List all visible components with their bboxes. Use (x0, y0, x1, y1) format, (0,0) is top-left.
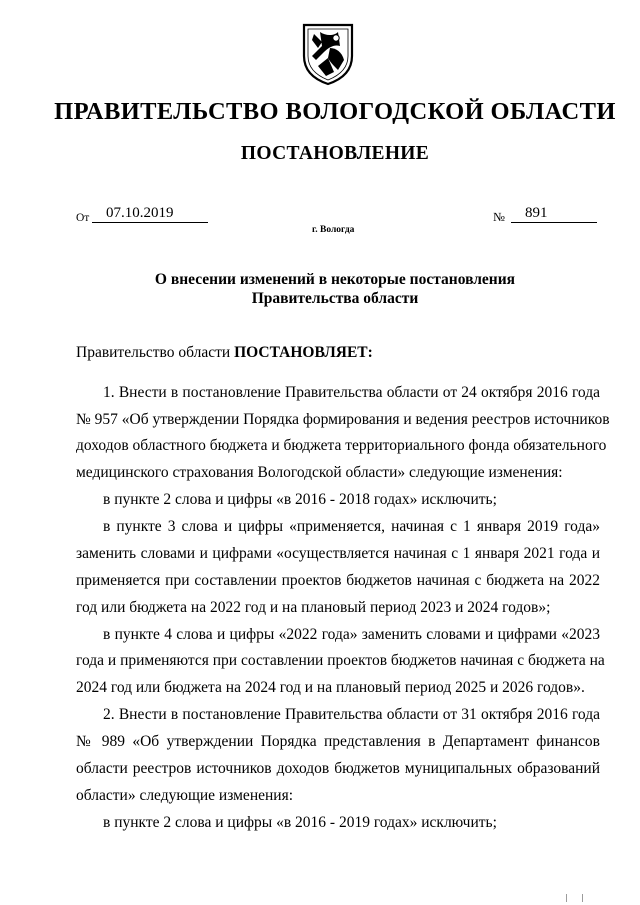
paragraph-line: в пункте 3 слова и цифры «применяется, начиная с 1 января 2019 года» (103, 518, 600, 535)
subject-line: Правительства области (251, 290, 419, 307)
paragraph-line: 2024 год или бюджета на 2024 год и на плановый период 2025 и 2026 годов». (76, 679, 585, 696)
paragraph-line: № 957 «Об утверждении Порядка формирования и ведения реестров источников (76, 411, 610, 428)
paragraph-line: в пункте 2 слова и цифры «в 2016 - 2018 годах» исключить; (103, 491, 497, 508)
government-title: ПРАВИТЕЛЬСТВО ВОЛОГОДСКОЙ ОБЛАСТИ (54, 98, 616, 125)
city-label: г. Вологда (312, 225, 355, 235)
paragraph-line: медицинского страхования Вологодской области» следующие изменения: (76, 464, 563, 481)
number-label: № (493, 210, 505, 224)
paragraph-line: 1. Внести в постановление Правительства области от 24 октября 2016 года (103, 384, 600, 401)
preamble-text: Правительство области (76, 344, 235, 361)
document-subject (0, 270, 640, 308)
document-date: 07.10.2019 (92, 205, 208, 223)
paragraph-line: 2. Внести в постановление Правительства области от 31 октября 2016 года (103, 706, 600, 723)
paragraph-line: доходов областного бюджета и бюджета территориального фонда обязательного (76, 437, 607, 454)
subject-line: О внесении изменений в некоторые постановления (154, 271, 516, 288)
paragraph-line: год или бюджета на 2022 год и на плановый период 2023 и 2024 годов»; (76, 599, 551, 616)
paragraph-line: в пункте 4 слова и цифры «2022 года» заменить словами и цифрами «2023 (103, 626, 600, 643)
footer-marks: | | (566, 893, 590, 902)
document-type: ПОСТАНОВЛЕНИЕ (240, 143, 430, 164)
paragraph-line: № 989 «Об утверждении Порядка представления в Департамент финансов (76, 733, 600, 750)
paragraph-line: применяется при составлении проектов бюджетов начиная с бюджета на 2022 (76, 572, 600, 589)
coat-of-arms-icon (300, 22, 356, 86)
preamble (76, 344, 600, 362)
date-label: От (76, 212, 90, 224)
paragraph-line: области» следующие изменения: (76, 787, 294, 804)
document-number: 891 (511, 205, 597, 223)
paragraph-line: года и применяются при составлении проектов бюджетов начиная с бюджета на (76, 652, 605, 669)
preamble-emphasis: ПОСТАНОВЛЯЕТ: (234, 344, 373, 361)
paragraph-line: в пункте 2 слова и цифры «в 2016 - 2019 годах» исключить; (103, 814, 497, 831)
paragraph-line: области реестров источников доходов бюджетов муниципальных образований (76, 760, 600, 777)
paragraph-line: заменить словами и цифрами «осуществляется начиная с 1 января 2021 года и (76, 545, 600, 562)
